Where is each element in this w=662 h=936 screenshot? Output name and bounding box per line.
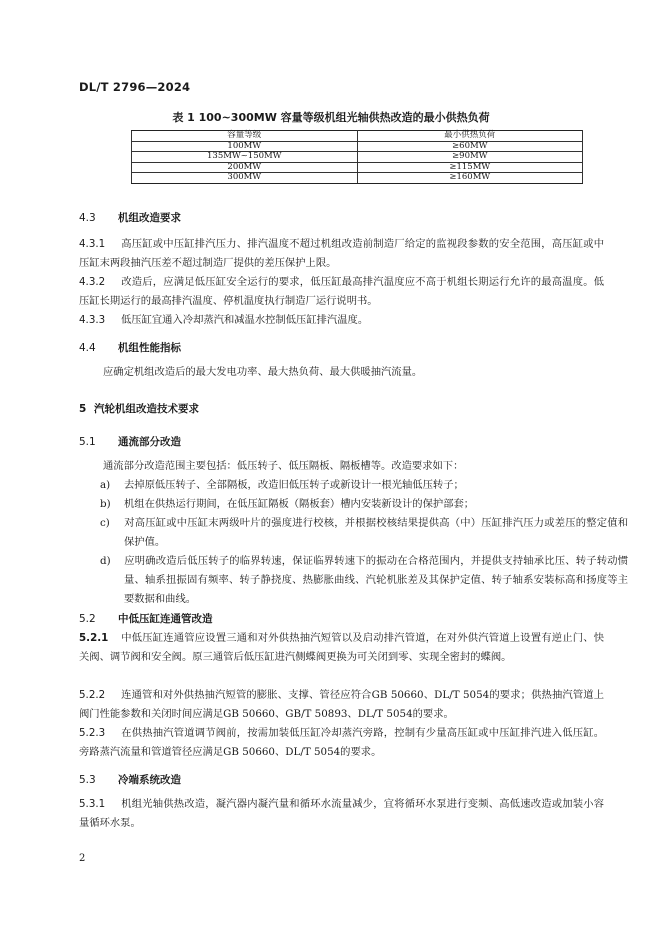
section-title: 通流部分改造 (118, 436, 181, 448)
standard-code: DL/T 2796—2024 (79, 80, 191, 94)
section-heading-5-2 (79, 611, 213, 626)
list-marker: b) (100, 498, 111, 510)
chapter-title: 汽轮机组改造技术要求 (94, 403, 199, 415)
list-item-d (100, 552, 628, 609)
clause-number: 5.2.1 (79, 632, 109, 644)
table-column-header: 最小供热负荷 (357, 131, 583, 142)
clause-4-3-1 (79, 235, 604, 273)
section-heading-4-4 (79, 340, 181, 355)
section-number: 5.1 (79, 436, 96, 448)
table-cell-load: ≥60MW (357, 141, 583, 152)
section-heading-5-3 (79, 772, 181, 787)
table-row (132, 173, 583, 184)
section-title: 中低压缸连通管改造 (118, 613, 213, 625)
clause-number: 5.3.1 (79, 798, 106, 810)
table-header-row (132, 131, 583, 142)
section-number: 4.4 (79, 342, 96, 354)
clause-text: 在供热抽汽管道调节阀前，按需加装低压缸冷却蒸汽旁路，控制有少量高压缸或中压缸排汽进入低压缸。旁路蒸汽流量和管道管径应满足GB 50660、DL/T 5054的要求。 (79, 727, 604, 758)
list-item-c (100, 514, 628, 552)
list-item-text: 对高压缸或中压缸末两级叶片的强度进行校核，并根据校核结果提供高（中）压缸排汽压力或差压的整定值和保护值。 (124, 517, 628, 548)
list-item-text: 去掉原低压转子、全部隔板，改造旧低压转子或新设计一根光轴低压转子； (124, 479, 464, 491)
clause-5-2-2 (79, 686, 604, 724)
section-heading-5-1 (79, 434, 181, 449)
table-row (132, 162, 583, 173)
table-cell-capacity: 300MW (132, 173, 358, 184)
section-4-4-text: 应确定机组改造后的最大发电功率、最大热负荷、最大供暖抽汽流量。 (103, 366, 423, 378)
section-heading-4-3 (79, 210, 181, 225)
clause-text: 低压缸宜通入冷却蒸汽和减温水控制低压缸排汽温度。 (121, 314, 369, 326)
section-number: 5.2 (79, 613, 96, 625)
clause-4-3-2 (79, 273, 604, 311)
clause-number: 4.3.3 (79, 314, 106, 326)
list-marker: a) (100, 479, 111, 491)
clause-5-2-1 (79, 629, 604, 667)
table-cell-capacity: 135MW~150MW (132, 152, 358, 163)
page-number: 2 (79, 853, 86, 864)
chapter-number: 5 (79, 403, 87, 415)
list-marker: d) (100, 555, 111, 567)
clause-5-3-1 (79, 795, 604, 833)
list-item-b (100, 495, 628, 514)
clause-4-3-3 (79, 311, 604, 330)
clause-text: 高压缸或中压缸排汽压力、排汽温度不超过机组改造前制造厂给定的监视段参数的安全范围，高压缸或中压缸末两段抽汽压差不超过制造厂提供的差压保护上限。 (79, 238, 604, 269)
min-heat-load-table (131, 130, 583, 184)
section-5-1-intro: 通流部分改造范围主要包括：低压转子、低压隔板、隔板槽等。改造要求如下： (103, 460, 464, 472)
clause-text: 连通管和对外供热抽汽短管的膨胀、支撑、管径应符合GB 50660、DL/T 5054的要求；供热抽汽管道上阀门性能参数和关闭时间应满足GB 50660、GB/T 50893、DL/T 5054的要求。 (79, 689, 604, 720)
table-cell-load: ≥115MW (357, 162, 583, 173)
clause-number: 5.2.3 (79, 727, 106, 739)
list-item-text: 应明确改造后低压转子的临界转速，保证临界转速下的振动在合格范围内，并提供支持轴承比压、转子转动惯量、轴系扭振固有频率、转子静挠度、热膨胀曲线、汽轮机胀差及其保护定值、转子轴系安装标高和扬度等主要数据和曲线。 (124, 555, 628, 605)
section-number: 4.3 (79, 212, 96, 224)
clause-text: 中低压缸连通管应设置三通和对外供热抽汽短管以及启动排汽管道，在对外供汽管道上设置有逆止门、快关阀、调节阀和安全阀。原三通管后低压缸进汽侧蝶阀更换为可关闭到零、实现全密封的蝶阀。 (79, 632, 604, 663)
section-number: 5.3 (79, 774, 96, 786)
section-title: 机组性能指标 (118, 342, 181, 354)
table-cell-capacity: 200MW (132, 162, 358, 173)
section-title: 机组改造要求 (118, 212, 181, 224)
chapter-heading-5 (79, 401, 199, 416)
section-title: 冷端系统改造 (118, 774, 181, 786)
clause-number: 5.2.2 (79, 689, 106, 701)
clause-5-2-3 (79, 724, 604, 762)
table-column-header: 容量等级 (132, 131, 358, 142)
table-row (132, 152, 583, 163)
clause-text: 机组光轴供热改造，凝汽器内凝汽量和循环水流量减少，宜将循环水泵进行变频、高低速改造或加装小容量循环水泵。 (79, 798, 604, 829)
clause-text: 改造后，应满足低压缸安全运行的要求，低压缸最高排汽温度应不高于机组长期运行允许的最高温度。低压缸长期运行的最高排汽温度、停机温度执行制造厂运行说明书。 (79, 276, 604, 307)
table-cell-load: ≥160MW (357, 173, 583, 184)
list-item-a (100, 476, 628, 495)
list-item-text: 机组在供热运行期间，在低压缸隔板（隔板套）槽内安装新设计的保护部套； (124, 498, 475, 510)
clause-number: 4.3.1 (79, 238, 106, 250)
list-marker: c) (100, 517, 110, 529)
clause-number: 4.3.2 (79, 276, 106, 288)
table-cell-load: ≥90MW (357, 152, 583, 163)
table-cell-capacity: 100MW (132, 141, 358, 152)
table-caption: 表 1 100~300MW 容量等级机组光轴供热改造的最小供热负荷 (172, 111, 490, 124)
table-row (132, 141, 583, 152)
